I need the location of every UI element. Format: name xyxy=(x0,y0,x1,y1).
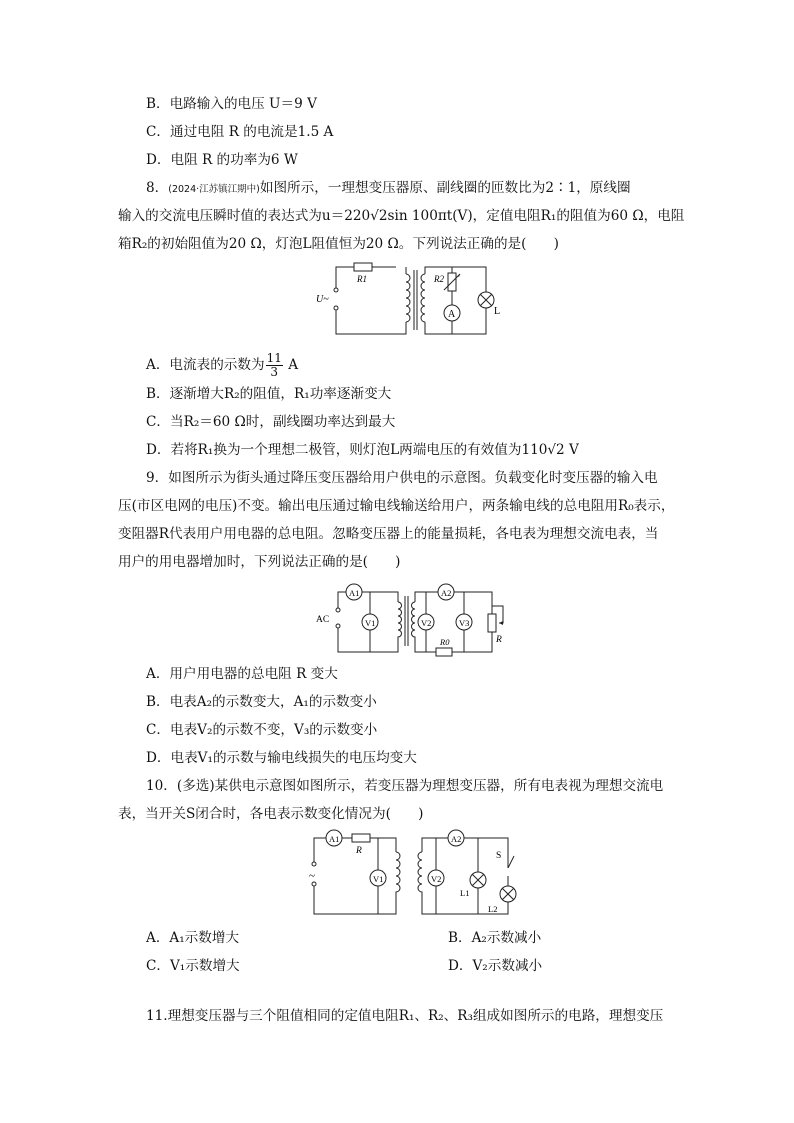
q10-option-d: D．V₂示数减小 xyxy=(448,958,543,974)
q9-r0-resistor xyxy=(436,648,452,656)
q10-v2-label: V2 xyxy=(431,874,442,884)
q9-option-d: D．电表V₁的示数与输电线损失的电压均变大 xyxy=(146,750,417,766)
q10-a2-label: A2 xyxy=(451,834,462,844)
q8-number: 8． xyxy=(146,180,169,196)
q9-source-label: AC xyxy=(316,615,330,625)
q8-option-c: C．当R₂＝60 Ω时，副线圈功率达到最大 xyxy=(146,414,396,430)
fraction-denominator: 3 xyxy=(270,365,279,379)
q8-ammeter-label: A xyxy=(448,309,456,320)
q9-a1-label: A1 xyxy=(349,588,360,598)
q8-line-3: 箱R₂的初始阻值为20 Ω，灯泡L阻值恒为20 Ω。下列说法正确的是( ) xyxy=(118,236,559,252)
q9-r-rheostat xyxy=(488,614,496,632)
q10-option-a: A．A₁示数增大 xyxy=(146,930,240,946)
q9-option-a: A．用户用电器的总电阻 R 变大 xyxy=(146,666,338,682)
fraction-numerator: 11 xyxy=(266,351,282,365)
q9-line-3: 变阻器R代表用户用电器的总电阻。忽略变压器上的能量损耗，各电表为理想交流电表，当 xyxy=(118,526,659,542)
q8-option-a-unit: A xyxy=(288,357,299,373)
q8-r2-label: R2 xyxy=(434,274,444,284)
q7-option-d: D．电阻 R 的功率为6 W xyxy=(146,152,298,168)
q9-option-b: B．电表A₂的示数变大，A₁的示数变小 xyxy=(146,694,377,710)
q10-option-c: C．V₁示数增大 xyxy=(146,958,240,974)
q8-circuit-diagram xyxy=(310,258,520,340)
q10-circuit-diagram xyxy=(300,826,530,918)
q10-a1-label: A1 xyxy=(329,834,340,844)
q10-r-resistor xyxy=(352,834,370,842)
q10-line-2: 表，当开关S闭合时，各电表示数变化情况为( ) xyxy=(118,806,424,822)
q10-l2-label: L2 xyxy=(488,904,498,914)
q9-r0-label: R0 xyxy=(440,637,450,647)
q10-l1-label: L1 xyxy=(460,888,470,898)
q8-line-1 xyxy=(146,178,631,200)
q10-source-label: ~ xyxy=(309,870,315,882)
q8-option-a-text: A．电流表的示数为 xyxy=(146,357,265,373)
q8-option-a-fraction xyxy=(266,352,283,379)
q8-line-1-text: 如图所示，一理想变压器原、副线圈的匝数比为2∶1，原线圈 xyxy=(259,180,631,196)
q9-option-c: C．电表V₂的示数不变，V₃的示数变小 xyxy=(146,722,378,738)
q10-option-b: B．A₂示数减小 xyxy=(448,930,542,946)
q8-r1-resistor xyxy=(354,263,372,271)
q9-line-4: 用户的用电器增加时，下列说法正确的是( ) xyxy=(118,554,401,570)
q10-r-label: R xyxy=(356,846,362,856)
q9-r-label: R xyxy=(496,635,502,645)
q11-line-1: 11.理想变压器与三个阻值相同的定值电阻R₁、R₂、R₃组成如图所示的电路，理想变压 xyxy=(146,1008,664,1024)
q9-a2-label: A2 xyxy=(441,588,452,598)
q9-v2-label: V2 xyxy=(421,618,432,628)
q9-line-2: 压(市区电网的电压)不变。输出电压通过输电线输送给用户，两条输电线的总电阻用R₀表示， xyxy=(118,498,675,514)
q8-line-2: 输入的交流电压瞬时值的表达式为u＝220√2sin 100πt(V)，定值电阻R₁的阻值为60 Ω，电阻 xyxy=(118,208,685,224)
q8-option-a xyxy=(146,352,298,379)
q9-circuit-diagram xyxy=(312,578,512,658)
q7-option-b: B．电路输入的电压 U＝9 V xyxy=(146,96,317,112)
q10-v1-label: V1 xyxy=(373,874,384,884)
q7-option-c: C．通过电阻 R 的电流是1.5 A xyxy=(146,124,334,140)
q9-line-1: 9．如图所示为街头通过降压变压器给用户供电的示意图。负载变化时变压器的输入电 xyxy=(146,470,658,486)
q8-source: (2024·江苏镇江期中) xyxy=(168,184,260,195)
q9-v1-label: V1 xyxy=(365,618,376,628)
q8-option-b: B．逐渐增大R₂的阻值，R₁功率逐渐变大 xyxy=(146,386,392,402)
q8-lamp-label: L xyxy=(494,306,501,317)
q8-option-d: D．若将R₁换为一个理想二极管，则灯泡L两端电压的有效值为110√2 V xyxy=(146,442,579,458)
q10-switch-label: S xyxy=(496,851,502,861)
q10-line-1: 10．(多选)某供电示意图如图所示，若变压器为理想变压器，所有电表视为理想交流电 xyxy=(146,778,664,794)
q8-r1-label: R1 xyxy=(357,274,367,284)
q9-v3-label: V3 xyxy=(459,618,470,628)
q8-source-label: U~ xyxy=(316,294,329,305)
